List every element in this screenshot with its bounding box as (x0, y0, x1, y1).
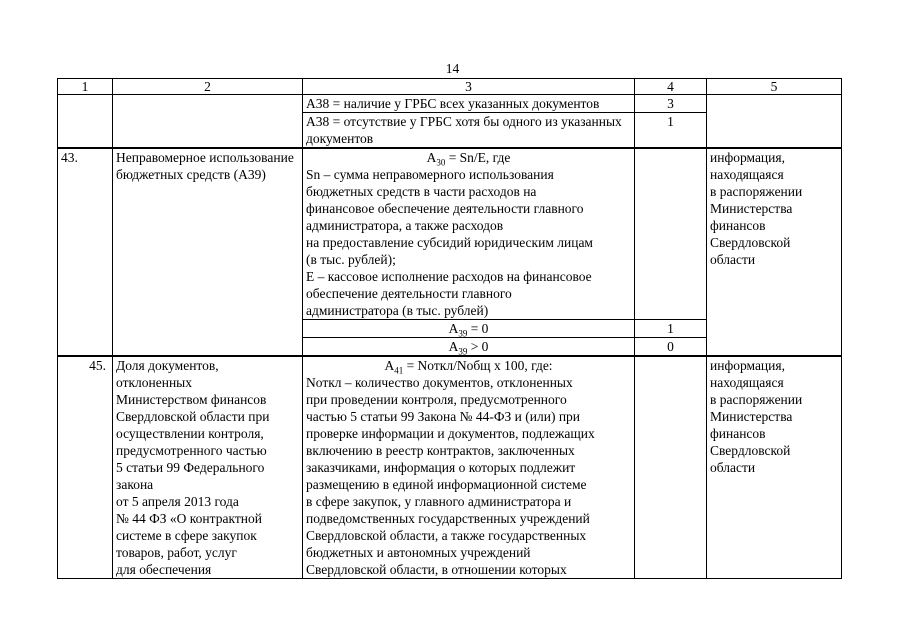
source-line: в распоряжении (710, 184, 803, 199)
header-col-5: 5 (707, 79, 842, 95)
score-cell: 1 (635, 113, 707, 149)
empty-source-cell (707, 95, 842, 149)
condition-cell: $А_{39} > 0$ (303, 338, 635, 357)
formula-cell: А38 = отсутствие у ГРБС хотя бы одного из указанных документов (303, 113, 635, 149)
formula-desc-line: администратора (в тыс. рублей) (306, 303, 489, 318)
source-line: в распоряжении (710, 392, 803, 407)
name-line: 5 статьи 99 Федерального (116, 460, 265, 475)
formula-desc-line: Свердловской области, в отношении которых (306, 562, 567, 577)
source-line: Свердловской (710, 235, 791, 250)
formula-cell (303, 356, 635, 579)
page-number: 14 (445, 61, 460, 76)
source-line: области (710, 460, 756, 475)
formula-cell (303, 148, 635, 320)
source-line: Министерства (710, 201, 793, 216)
formula-desc-line: включению в реестр контрактов, заключенных (306, 443, 575, 458)
name-line: № 44 ФЗ «О контрактной (116, 511, 262, 526)
name-line: Министерством финансов (116, 392, 267, 407)
score-cell (635, 356, 707, 579)
indicator-name: Неправомерное использование бюджетных средств (А39) (113, 148, 303, 356)
name-line: системе в сфере закупок (116, 528, 257, 543)
table-row-43 (58, 148, 842, 320)
formula-desc-line: Sn – сумма неправомерного использования (306, 167, 554, 182)
header-col-4: 4 (635, 79, 707, 95)
formula-desc-line: Свердловской области, а также государственных (306, 528, 587, 543)
empty-num-cell (58, 95, 113, 149)
source-line: Свердловской (710, 443, 791, 458)
source-line: информация, (710, 358, 785, 373)
header-col-1: 1 (58, 79, 113, 95)
formula-desc-line: (в тыс. рублей); (306, 252, 396, 267)
formula-desc-line: размещению в единой информационной системе (306, 477, 587, 492)
formula-desc-line: проверке информации и документов, подлежащих (306, 426, 595, 441)
indicator-name (113, 356, 303, 579)
table-header-row (58, 79, 842, 95)
source-line: находящаяся (710, 375, 784, 390)
formula-desc-line: заказчиками, информация о которых подлежит (306, 460, 576, 475)
source-cell (707, 356, 842, 579)
formula-desc-line: финансовое обеспечение деятельности главного (306, 201, 584, 216)
condition-cell: $А_{39} = 0$ (303, 320, 635, 338)
formula-desc-line: администратора, а также расходов (306, 218, 504, 233)
score-cell (635, 148, 707, 320)
source-line: информация, (710, 150, 785, 165)
formula-desc-line: бюджетных и автономных учреждений (306, 545, 531, 560)
name-line: Доля документов, (116, 358, 219, 373)
formula-desc-line: обеспечение деятельности главного (306, 286, 512, 301)
score-cell: 3 (635, 95, 707, 113)
name-line: Свердловской области при (116, 409, 270, 424)
name-line: отклоненных (116, 375, 193, 390)
source-line: находящаяся (710, 167, 784, 182)
table-row-45 (58, 356, 842, 579)
header-col-3: 3 (303, 79, 635, 95)
formula-line: $А_{30} = Sn/E$, где (426, 150, 511, 168)
source-cell (707, 148, 842, 356)
formula-desc-line: Nоткл – количество документов, отклоненных (306, 375, 573, 390)
score-cell: 0 (635, 338, 707, 357)
formula-line: $А_{41}$ = Nоткл/Nобщ х 100, где: (384, 358, 553, 376)
name-line: закона (116, 477, 154, 492)
score-cell: 1 (635, 320, 707, 338)
name-line: осуществлении контроля, (116, 426, 264, 441)
name-line: товаров, работ, услуг (116, 545, 237, 560)
source-line: области (710, 252, 756, 267)
name-line: предусмотренного частью (116, 443, 267, 458)
empty-name-cell (113, 95, 303, 149)
source-line: Министерства (710, 409, 793, 424)
source-line: финансов (710, 218, 766, 233)
header-col-2: 2 (113, 79, 303, 95)
formula-desc-line: на предоставление субсидий юридическим лицам (306, 235, 593, 250)
criteria-table (57, 78, 842, 579)
formula-cell: А38 = наличие у ГРБС всех указанных документов (303, 95, 635, 113)
formula-desc-line: при проведении контроля, предусмотренного (306, 392, 567, 407)
formula-desc-line: частью 5 статьи 99 Закона № 44-ФЗ и (или) при (306, 409, 581, 424)
source-line: финансов (710, 426, 766, 441)
table-row (58, 95, 842, 113)
formula-desc-line: в сфере закупок, у главного администратора и (306, 494, 572, 509)
formula-desc-line: подведомственных государственных учреждений (306, 511, 590, 526)
name-line: для обеспечения (116, 562, 212, 577)
formula-desc-line: E – кассовое исполнение расходов на финансовое (306, 269, 592, 284)
row-number: 45. (58, 356, 113, 579)
row-number: 43. (58, 148, 113, 356)
name-line: от 5 апреля 2013 года (116, 494, 239, 509)
formula-desc-line: бюджетных средств в части расходов на (306, 184, 537, 199)
